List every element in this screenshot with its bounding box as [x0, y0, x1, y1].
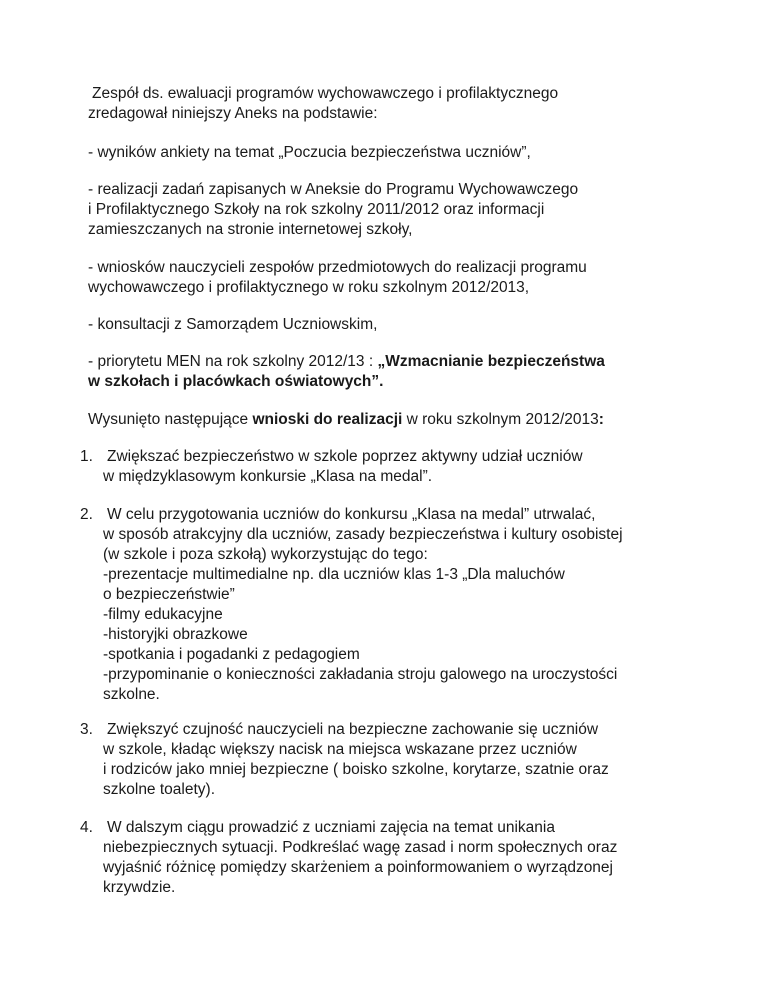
basis-item-priority [88, 352, 688, 392]
item-line: Zwiększać bezpieczeństwo w szkole poprzez aktywny udział uczniów [107, 448, 583, 465]
intro-paragraph [88, 84, 688, 124]
item-number: 2. [80, 506, 93, 523]
item-line: krzywdzie. [103, 879, 176, 896]
item-line: o bezpieczeństwie” [103, 586, 235, 603]
conclusion-item-4 [103, 818, 683, 898]
basis-line: - wniosków nauczycieli zespołów przedmiotowych do realizacji programu [88, 259, 587, 276]
heading-colon: : [598, 411, 604, 428]
conclusion-item-1 [103, 447, 683, 487]
conclusions-heading-line [88, 410, 688, 430]
item-number: 4. [80, 819, 93, 836]
item-line: w sposób atrakcyjny dla uczniów, zasady bezpieczeństwa i kultury osobistej [103, 526, 623, 543]
basis-item-tasks [88, 180, 688, 240]
item-line: -przypominanie o konieczności zakładania stroju galowego na uroczystości [103, 666, 618, 683]
item-line: wyjaśnić różnicę pomiędzy skarżeniem a poinformowaniem o wyrządzonej [103, 859, 613, 876]
conclusion-item-2 [103, 505, 683, 705]
item-line: w międzyklasowym konkursie „Klasa na medal”. [103, 468, 433, 485]
intro-line-1: Zespół ds. ewaluacji programów wychowawczego i profilaktycznego [92, 85, 559, 102]
item-line: (w szkole i poza szkołą) wykorzystując do tego: [103, 546, 428, 563]
item-line: w szkole, kładąc większy nacisk na miejsca wskazane przez uczniów [103, 741, 577, 758]
basis-line: i Profilaktycznego Szkoły na rok szkolny 2011/2012 oraz informacji [88, 201, 545, 218]
item-line: i rodziców jako mniej bezpieczne ( boisko szkolne, korytarze, szatnie oraz [103, 761, 609, 778]
priority-line-1 [88, 352, 688, 372]
item-line: -spotkania i pogadanki z pedagogiem [103, 646, 360, 663]
basis-item-survey [88, 143, 688, 163]
item-line: szkolne toalety). [103, 781, 215, 798]
item-line: -filmy edukacyjne [103, 606, 223, 623]
basis-item-teachers [88, 258, 688, 298]
basis-item-council [88, 315, 688, 335]
conclusion-item-3 [103, 720, 683, 800]
basis-line: zamieszczanych na stronie internetowej szkoły, [88, 221, 413, 238]
priority-prefix: - priorytetu MEN na rok szkolny 2012/13 : [88, 353, 378, 370]
basis-line: - realizacji zadań zapisanych w Aneksie do Programu Wychowawczego [88, 181, 579, 198]
heading-bold: wnioski do realizacji [252, 411, 403, 428]
priority-line-2 [88, 372, 688, 392]
item-line: W dalszym ciągu prowadzić z uczniami zajęcia na temat unikania [107, 819, 555, 836]
item-line: szkolne. [103, 686, 160, 703]
item-line: niebezpiecznych sytuacji. Podkreślać wagę zasad i norm społecznych oraz [103, 839, 618, 856]
intro-line-2: zredagował niniejszy Aneks na podstawie: [88, 105, 378, 122]
item-number: 1. [80, 448, 93, 465]
item-line: -historyjki obrazkowe [103, 626, 248, 643]
item-number: 3. [80, 721, 93, 738]
basis-line: wychowawczego i profilaktycznego w roku szkolnym 2012/2013, [88, 279, 530, 296]
basis-line: - wyników ankiety na temat „Poczucia bezpieczeństwa uczniów”, [88, 144, 531, 161]
heading-text: w roku szkolnym 2012/2013 [402, 411, 599, 428]
priority-bold: „Wzmacnianie bezpieczeństwa [377, 353, 605, 370]
conclusions-heading [88, 410, 688, 430]
priority-bold: w szkołach i placówkach oświatowych”. [88, 373, 384, 390]
item-line: Zwiększyć czujność nauczycieli na bezpieczne zachowanie się uczniów [107, 721, 599, 738]
item-line: W celu przygotowania uczniów do konkursu „Klasa na medal” utrwalać, [107, 506, 596, 523]
heading-text: Wysunięto następujące [88, 411, 253, 428]
basis-line: - konsultacji z Samorządem Uczniowskim, [88, 316, 378, 333]
item-line: -prezentacje multimedialne np. dla uczniów klas 1-3 „Dla maluchów [103, 566, 565, 583]
